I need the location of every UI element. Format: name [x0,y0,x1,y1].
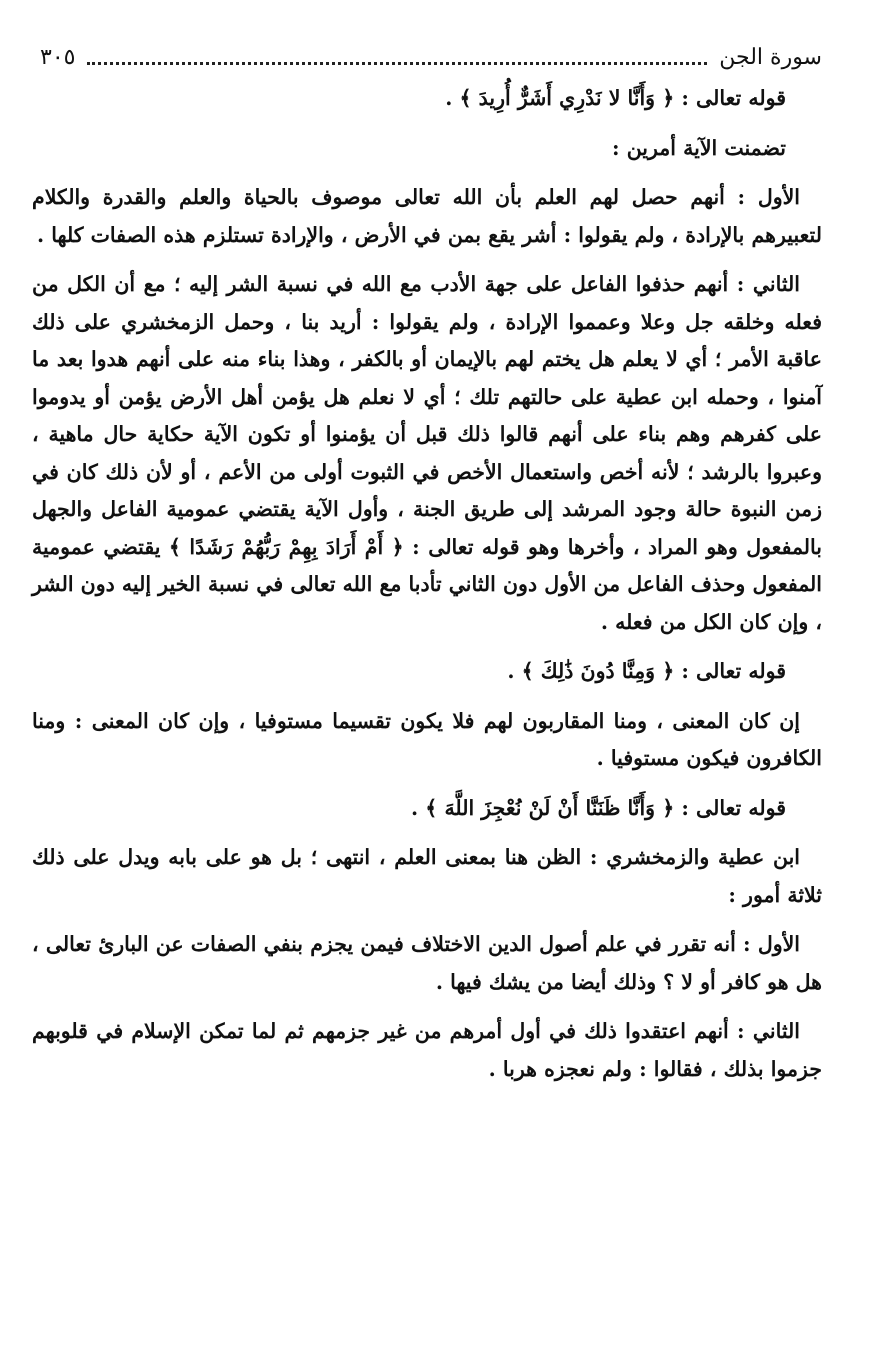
body-paragraph: إن كان المعنى ، ومنا المقاربون لهم فلا يكون تقسيما مستوفيا ، وإن كان المعنى : ومنا الكافرون فيكون مستوفيا . [32,708,822,770]
body-paragraph: تضمنت الآية أمرين : [611,135,786,160]
verse-quote-paragraph: قوله تعالى : ﴿ وَأَنَّا لا نَدْرِي أَشَرٌّ أُرِيدَ ﴾ . [445,86,786,110]
body-paragraph: ابن عطية والزمخشري : الظن هنا بمعنى العلم ، انتهى ؛ بل هو على بابه ويدل على ذلك ثلاثة أمور : [32,845,822,907]
document-page [32,34,822,1100]
verse-quote-paragraph: قوله تعالى : ﴿ وَأَنَّا ظَنَنَّا أَنْ لَنْ نُعْجِزَ اللَّهَ ﴾ . [411,795,786,820]
body-paragraph: الثاني : أنهم اعتقدوا ذلك في أول أمرهم من غير جزمهم ثم لما تمكن الإسلام في قلوبهم جزموا بذلك ، فقالوا : ولم نعجزه هربا . [32,1019,822,1081]
verse-quote-paragraph: قوله تعالى : ﴿ وَمِنَّا دُونَ ذَٰلِكَ ﴾ . [507,659,786,683]
surah-title: سورة الجن [719,44,822,70]
page-header [32,34,822,80]
header-dotted-leader [87,62,707,65]
body-paragraph: الأول : أنهم حصل لهم العلم بأن الله تعالى موصوف بالحياة والعلم والقدرة والكلام لتعبيرهم بالإرادة ، ولم يقولوا : أشر يقع بمن في الأرض ، والإرادة تستلزم هذه الصفات كلها . [32,185,822,247]
page-number: ٣٠٥ [40,44,76,70]
body-paragraph: الأول : أنه تقرر في علم أصول الدين الاختلاف فيمن يجزم بنفي الصفات عن البارئ تعالى ، هل هو كافر أو لا ؟ وذلك أيضا من يشك فيها . [32,932,822,994]
body-paragraph: الثاني : أنهم حذفوا الفاعل على جهة الأدب مع الله في نسبة الشر إليه ؛ مع أن الكل من فعله وخلقه جل وعلا وعمموا الإرادة ، ولم يقولوا : أريد بنا ، وحمل الزمخشري على ذلك عاقبة الأمر ؛ أي لا يعلم هل يختم لهم بالإيمان أو بالكفر ، وهذا بناء منه على أنهم هدوا بعد ما آمنوا ، وحمله ابن عطية على حالتهم تلك ؛ أي لا نعلم هل يؤمن أهل الأرض يؤمن أو يدوموا على كفرهم وهم بناء على أنهم قالوا ذلك قبل أن يؤمنوا أو تكون الآية حكاية حال ماهية ، وعبروا بالرشد ؛ لأنه أخص واستعمال الأخص في الثبوت أولى من الأعم ، أو لأن ذلك كان في زمن النبوة حالة وجود المرشد إلى طريق الجنة ، وأول الآية يقتضي عمومية الفاعل والجهل بالمفعول وهو المراد ، وأخرها وهو قوله تعالى : ﴿ أَمْ أَرَادَ بِهِمْ رَبُّهُمْ رَشَدًا ﴾ يقتضي عمومية المفعول وحذف الفاعل من الأول دون الثاني تأدبا مع الله تعالى في نسبة الخير إليه دون الشر ، وإن كان الكل من فعله . [32,272,822,634]
page-body [32,80,822,1088]
